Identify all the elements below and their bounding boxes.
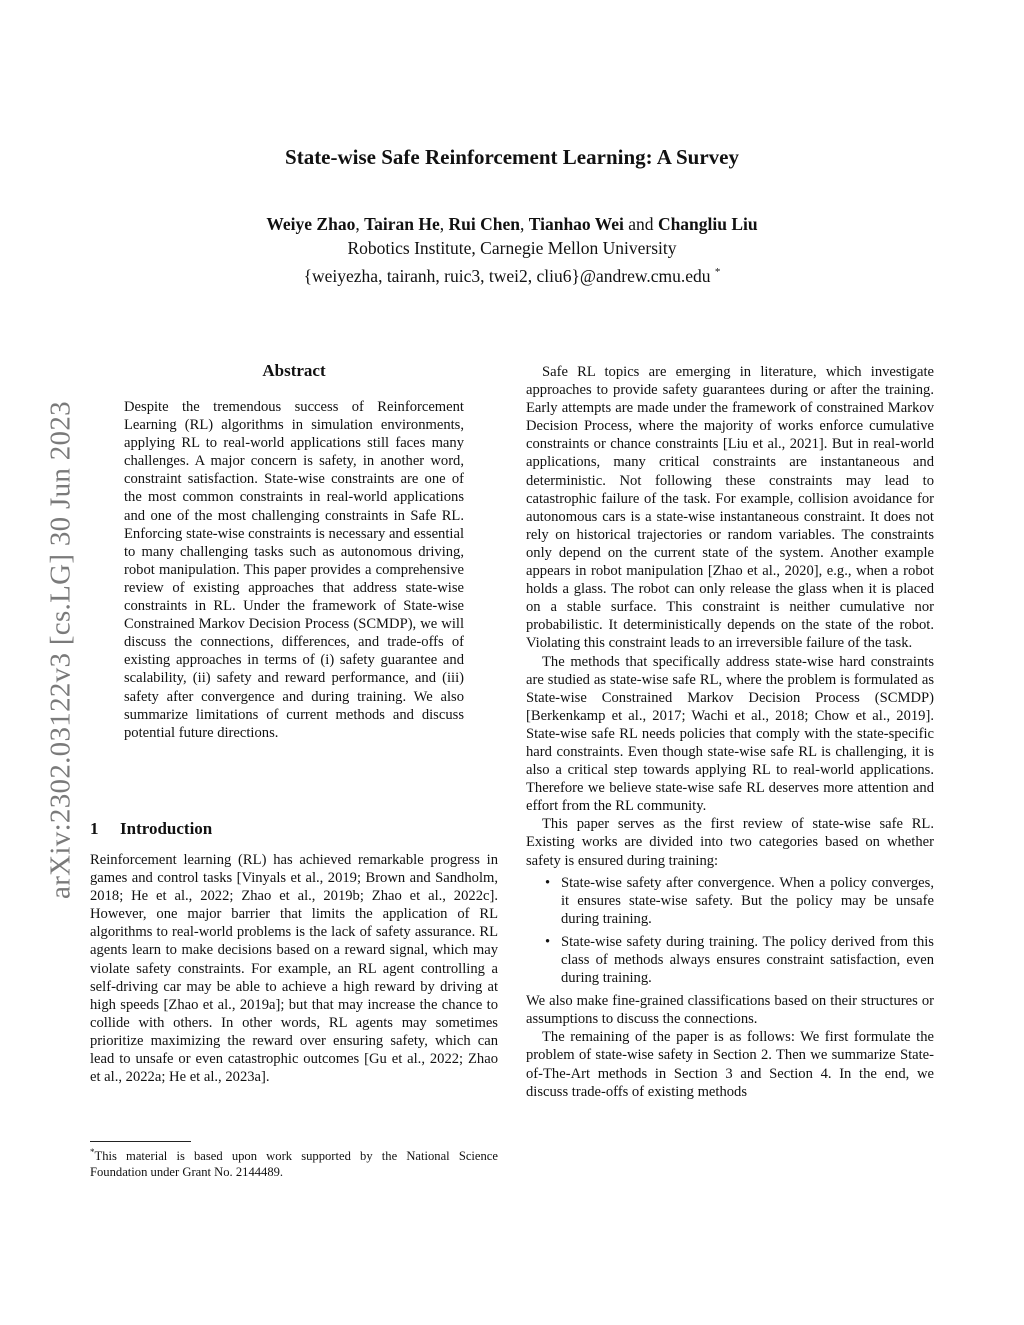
abstract-heading: Abstract: [262, 361, 326, 380]
list-item-text: State-wise safety after convergence. When a policy converges, it ensures state-wise safety. But the policy may be unsafe during training.: [561, 874, 934, 927]
paragraph: Safe RL topics are emerging in literature, which investigate approaches to provide safety guarantees during or after the training. Early attempts are made under the framework of constrained Markov Decision Process, where the majority of works enforce cumulative constraints or chance constraints [Liu et al., 2021]. But in real-world applications, many critical constraints are instantaneous and deterministic. Not following these constraints may lead to catastrophic failure of the task. For example, collision avoidance for autonomous cars is a state-wise instantaneous constraint. It does not rely on historical trajectories or random variables. The constraints only depend on the current state of the system. Another example appears in robot manipulation [Zhao et al., 2020], e.g., when a robot holds a glass. The robot can only release the glass when it is placed on a stable surface. This constraint is neither cumulative nor probabilistic. It deterministically depends on the state of the robot. Violating this constraint leads to an irreversible failure of the task.: [526, 364, 934, 652]
footnote: [90, 1145, 498, 1181]
section-number: 1: [90, 819, 99, 838]
author-name: Changliu Liu: [657, 214, 758, 234]
right-column: [526, 363, 934, 1101]
email-footnote-mark: *: [714, 266, 721, 278]
paper-title: State-wise Safe Reinforcement Learning: A Survey: [285, 145, 739, 169]
author-emails: [0, 260, 1024, 288]
footnote-text: This material is based upon work supported by the National Science Foundation under Grant No. 2144489.: [90, 1149, 498, 1179]
paragraph: We also make fine-grained classifications based on their structures or assumptions to discuss the connections.: [526, 993, 934, 1028]
footnote-mark: *: [90, 1147, 95, 1157]
bullet-list: [526, 874, 934, 988]
abstract-text: Despite the tremendous success of Reinforcement Learning (RL) algorithms in simulation environments, applying RL to real-world applications still faces many challenges. A major concern is safety, in another word, constraint satisfaction. State-wise constraints are one of the most common constraints in real-world applications and one of the most challenging constraints in Safe RL. Enforcing state-wise constraints is necessary and essential to many challenging tasks such as autonomous driving, robot manipulation. This paper provides a comprehensive review of existing approaches that address state-wise constraints in RL. Under the framework of State-wise Constrained Markov Decision Process (SCMDP), we will discuss the connections, differences, and trade-offs of existing approaches in terms of (i) safety guarantee and scalability, (ii) safety and reward performance, and (iii) safety after convergence and during training. We also summarize limitations of current methods and discuss potential future directions.: [124, 399, 464, 741]
author-name: Tianhao Wei: [528, 214, 624, 234]
section-heading-introduction: [90, 819, 212, 839]
bullet-icon: •: [545, 933, 551, 950]
paragraph: Reinforcement learning (RL) has achieved remarkable progress in games and control tasks [Vinyals et al., 2019; Brown and Sandholm, 2018; He et al., 2022; Zhao et al., 2019b; Zhao et al., 2022c]. However, one major barrier that limits the application of RL algorithms to real-world problems is the lack of safety assurance. RL agents learn to make decisions based on a reward signal, which may violate safety constraints. For example, an RL agent controlling a self-driving car may be able to achieve a high reward by driving at high speeds [Zhao et al., 2019a]; but that may increase the chance to collide with others. In other words, RL agents may sometimes prioritize maximizing the reward over ensuring safety, which can lead to unsafe or even catastrophic outcomes [Gu et al., 2022; Zhao et al., 2022a; He et al., 2023a].: [90, 852, 498, 1086]
author-name: Rui Chen: [448, 214, 520, 234]
author-block: Weiye Zhao, Tairan He, Rui Chen, Tianhao Wei and Changliu Liu Robotics Institute, Carnegie Mellon University {weiyezha, tairanh, ruic3, twei2, cliu6}@andrew.cmu.edu *: [0, 212, 1024, 288]
author-name: Weiye Zhao: [266, 214, 356, 234]
section-title: Introduction: [120, 819, 213, 838]
footnote-divider: [90, 1141, 191, 1142]
abstract-body: [124, 398, 464, 742]
paragraph: The remaining of the paper is as follows: We first formulate the problem of state-wise safety in Section 2. Then we summarize State-of-The-Art methods in Section 3 and Section 4. In the end, we discuss trade-offs of existing methods: [526, 1029, 934, 1100]
paragraph: The methods that specifically address state-wise hard constraints are studied as state-wise safe RL, where the problem is formulated as State-wise Constrained Markov Decision Process (SCMDP) [Berkenkamp et al., 2017; Wachi et al., 2018; Chow et al., 2019]. State-wise safe RL needs policies that comply with the state-specific hard constraints. Even though state-wise safe RL is challenging, it is also a critical step towards applying RL to real-world applications. Therefore we believe state-wise safe RL deserves more attention and effort from the RL community.: [526, 653, 934, 815]
author-name: Tairan He: [364, 214, 440, 234]
paragraph: This paper serves as the first review of state-wise safe RL. Existing works are divided into two categories based on whether safety is ensured during training:: [526, 816, 934, 869]
introduction-body: [90, 851, 498, 1086]
bullet-icon: •: [545, 874, 551, 891]
list-item-text: State-wise safety during training. The policy derived from this class of methods always ensures constraint satisfaction, even during training.: [561, 933, 934, 987]
affiliation: Robotics Institute, Carnegie Mellon University: [347, 238, 677, 258]
list-item: [526, 874, 934, 928]
arxiv-sidebar-stamp: arXiv:2302.03122v3 [cs.LG] 30 Jun 2023: [44, 401, 77, 899]
email-text: {weiyezha, tairanh, ruic3, twei2, cliu6}@andrew.cmu.edu: [303, 265, 711, 286]
list-item: [526, 933, 934, 987]
